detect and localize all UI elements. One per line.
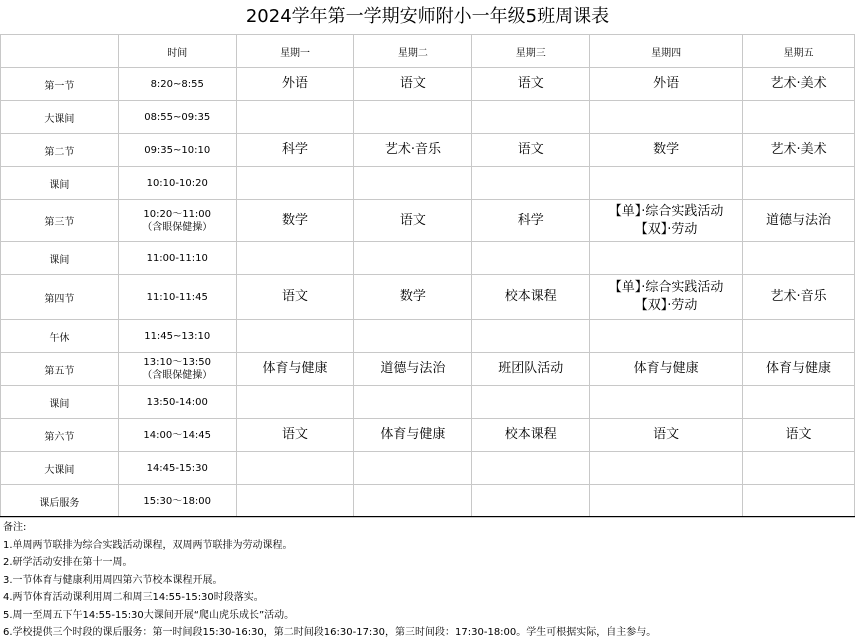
class-cell-wed: [472, 242, 590, 275]
class-name: 语文: [785, 427, 812, 442]
period-label: 第五节: [1, 353, 119, 386]
class-cell-wed: [472, 320, 590, 353]
class-cell-tue: [354, 452, 472, 485]
class-cell-thu: [590, 68, 743, 101]
class-cell-wed: [472, 452, 590, 485]
schedule-row: [1, 386, 855, 419]
class-cell-fri: [743, 242, 855, 275]
class-cell-fri: [743, 101, 855, 134]
class-name: 外语: [282, 76, 309, 91]
time-line: 8:20~8:55: [150, 78, 204, 90]
class-cell-fri: [743, 386, 855, 419]
class-name: 【单】·综合实践活动: [608, 203, 724, 219]
class-cell-fri: [743, 275, 855, 320]
class-cell-wed: [472, 68, 590, 101]
class-name: 语文: [653, 427, 680, 442]
time-line: 14:00～14:45: [143, 429, 212, 441]
schedule-row: [1, 68, 855, 101]
period-label: 第一节: [1, 68, 119, 101]
class-name: 科学: [517, 212, 544, 228]
time-line: 10:10-10:20: [146, 177, 208, 189]
class-cell-mon: [236, 320, 354, 353]
class-name: 科学: [282, 142, 309, 157]
timetable: [0, 34, 855, 518]
period-time: [118, 485, 236, 518]
class-cell-fri: [743, 485, 855, 518]
table-bottom-border: [0, 516, 855, 517]
class-cell-wed: [472, 485, 590, 518]
note-item: 1.单周两节联排为综合实践活动课程，双周两节联排为劳动课程。: [3, 539, 293, 551]
class-cell-wed: [472, 134, 590, 167]
class-cell-mon: [236, 419, 354, 452]
class-cell-fri: [743, 419, 855, 452]
class-cell-mon: [236, 101, 354, 134]
class-cell-wed: [472, 167, 590, 200]
class-name: 校本课程: [504, 427, 557, 442]
schedule-row: [1, 101, 855, 134]
time-line: 13:50-14:00: [146, 396, 208, 408]
class-cell-thu: [590, 275, 743, 320]
time-line: 15:30～18:00: [143, 495, 212, 507]
class-name: 【双】·劳动: [634, 221, 698, 237]
note-item: 6.学校提供三个时段的课后服务：第一时间段15:30-16:30，第二时间段16:30-17:30，第三时间段：17:30-18:00。学生可根据实际，自主参与。: [3, 627, 657, 638]
period-label: 第六节: [1, 419, 119, 452]
time-line: 10:20～11:00: [143, 208, 212, 220]
header-day-thu: 星期四: [590, 35, 743, 68]
class-name: 班团队活动: [498, 361, 564, 376]
class-name: 语文: [517, 142, 544, 157]
period-time: [118, 200, 236, 242]
time-line: 13:10～13:50: [143, 357, 212, 368]
class-cell-thu: [590, 167, 743, 200]
class-cell-tue: [354, 242, 472, 275]
period-time: [118, 242, 236, 275]
class-name: 艺术·音乐: [384, 142, 441, 157]
class-name: 语文: [282, 289, 309, 304]
class-cell-thu: [590, 101, 743, 134]
class-name: 语文: [399, 76, 426, 91]
period-time: [118, 167, 236, 200]
class-cell-wed: [472, 200, 590, 242]
class-cell-fri: [743, 134, 855, 167]
schedule-title: 2024学年第一学期安师附小一年级5班周课表: [245, 6, 610, 27]
time-line: 11:10-11:45: [146, 291, 208, 303]
period-time: [118, 134, 236, 167]
class-name: 体育与健康: [380, 427, 446, 442]
class-name: 语文: [399, 212, 426, 228]
class-cell-wed: [472, 419, 590, 452]
class-cell-tue: [354, 68, 472, 101]
class-cell-mon: [236, 134, 354, 167]
note-item: 2.研学活动安排在第十一周。: [3, 557, 133, 568]
period-time: [118, 101, 236, 134]
schedule-row: [1, 452, 855, 485]
schedule-row: [1, 134, 855, 167]
header-row: [1, 35, 855, 68]
class-name: 【双】·劳动: [634, 298, 698, 313]
class-cell-fri: [743, 68, 855, 101]
period-label: 课间: [1, 167, 119, 200]
period-label: 课间: [1, 386, 119, 419]
class-cell-mon: [236, 353, 354, 386]
class-name: 体育与健康: [262, 361, 328, 376]
class-cell-tue: [354, 386, 472, 419]
schedule-row: [1, 275, 855, 320]
note-item: 4.两节体育活动课利用周二和周三14:55-15:30时段落实。: [3, 592, 264, 603]
class-name: 艺术·音乐: [770, 289, 827, 304]
class-name: 语文: [282, 427, 309, 442]
schedule-row: [1, 419, 855, 452]
period-time: [118, 353, 236, 386]
class-cell-tue: [354, 320, 472, 353]
class-cell-fri: [743, 167, 855, 200]
class-cell-wed: [472, 353, 590, 386]
class-cell-tue: [354, 275, 472, 320]
class-cell-thu: [590, 485, 743, 518]
time-line: （含眼保健操）: [142, 221, 213, 233]
class-cell-thu: [590, 419, 743, 452]
header-day-mon: 星期一: [236, 35, 354, 68]
schedule-row: [1, 353, 855, 386]
notes-section: [3, 519, 853, 642]
class-cell-tue: [354, 485, 472, 518]
class-cell-mon: [236, 167, 354, 200]
period-time: [118, 386, 236, 419]
class-name: 校本课程: [504, 289, 557, 304]
class-cell-mon: [236, 200, 354, 242]
class-cell-wed: [472, 101, 590, 134]
period-time: [118, 68, 236, 101]
header-day-wed: 星期三: [472, 35, 590, 68]
class-cell-fri: [743, 353, 855, 386]
class-name: 艺术·美术: [770, 142, 827, 157]
class-cell-mon: [236, 275, 354, 320]
schedule-row: [1, 200, 855, 242]
period-label: 大课间: [1, 452, 119, 485]
class-name: 体育与健康: [766, 361, 832, 376]
class-cell-thu: [590, 200, 743, 242]
class-cell-thu: [590, 320, 743, 353]
time-line: 11:00-11:10: [146, 252, 208, 264]
time-line: 11:45~13:10: [144, 330, 211, 342]
time-line: 09:35~10:10: [144, 144, 211, 156]
period-label: 大课间: [1, 101, 119, 134]
class-name: 数学: [399, 289, 426, 304]
class-cell-wed: [472, 386, 590, 419]
class-name: 数学: [653, 142, 680, 157]
class-cell-fri: [743, 452, 855, 485]
period-label: 午休: [1, 320, 119, 353]
class-cell-thu: [590, 353, 743, 386]
period-label: 课间: [1, 242, 119, 275]
class-cell-tue: [354, 101, 472, 134]
schedule-row: [1, 167, 855, 200]
class-cell-mon: [236, 452, 354, 485]
class-name: 道德与法治: [766, 212, 832, 228]
class-cell-mon: [236, 386, 354, 419]
period-time: [118, 419, 236, 452]
class-cell-wed: [472, 275, 590, 320]
period-label: 第三节: [1, 200, 119, 242]
header-time: 时间: [118, 35, 236, 68]
class-cell-mon: [236, 68, 354, 101]
period-time: [118, 275, 236, 320]
class-cell-tue: [354, 167, 472, 200]
class-cell-fri: [743, 200, 855, 242]
note-item: 5.周一至周五下午14:55-15:30大课间开展“爬山虎乐成长”活动。: [3, 609, 295, 621]
schedule-row: [1, 320, 855, 353]
schedule-row: [1, 242, 855, 275]
period-label: 课后服务: [1, 485, 119, 518]
period-time: [118, 452, 236, 485]
class-name: 数学: [282, 212, 309, 228]
schedule-row: [1, 485, 855, 518]
time-line: 14:45-15:30: [146, 462, 208, 474]
class-name: 【单】·综合实践活动: [608, 280, 724, 295]
header-day-fri: 星期五: [743, 35, 855, 68]
notes-heading: 备注:: [3, 522, 27, 533]
class-cell-tue: [354, 419, 472, 452]
class-cell-thu: [590, 386, 743, 419]
class-name: 道德与法治: [380, 361, 446, 376]
class-cell-thu: [590, 242, 743, 275]
header-day-tue: 星期二: [354, 35, 472, 68]
class-name: 体育与健康: [633, 361, 699, 376]
header-corner-cell: [1, 35, 119, 68]
time-line: （含眼保健操）: [142, 370, 213, 381]
class-cell-tue: [354, 200, 472, 242]
note-item: 3.一节体育与健康利用周四第六节校本课程开展。: [3, 574, 223, 586]
class-cell-mon: [236, 242, 354, 275]
period-label: 第二节: [1, 134, 119, 167]
class-cell-thu: [590, 134, 743, 167]
class-cell-mon: [236, 485, 354, 518]
class-cell-tue: [354, 134, 472, 167]
class-name: 语文: [517, 76, 544, 91]
period-time: [118, 320, 236, 353]
period-label: 第四节: [1, 275, 119, 320]
class-cell-fri: [743, 320, 855, 353]
class-name: 外语: [653, 76, 680, 91]
class-cell-thu: [590, 452, 743, 485]
class-name: 艺术·美术: [770, 76, 827, 91]
time-line: 08:55~09:35: [144, 111, 211, 123]
class-cell-tue: [354, 353, 472, 386]
